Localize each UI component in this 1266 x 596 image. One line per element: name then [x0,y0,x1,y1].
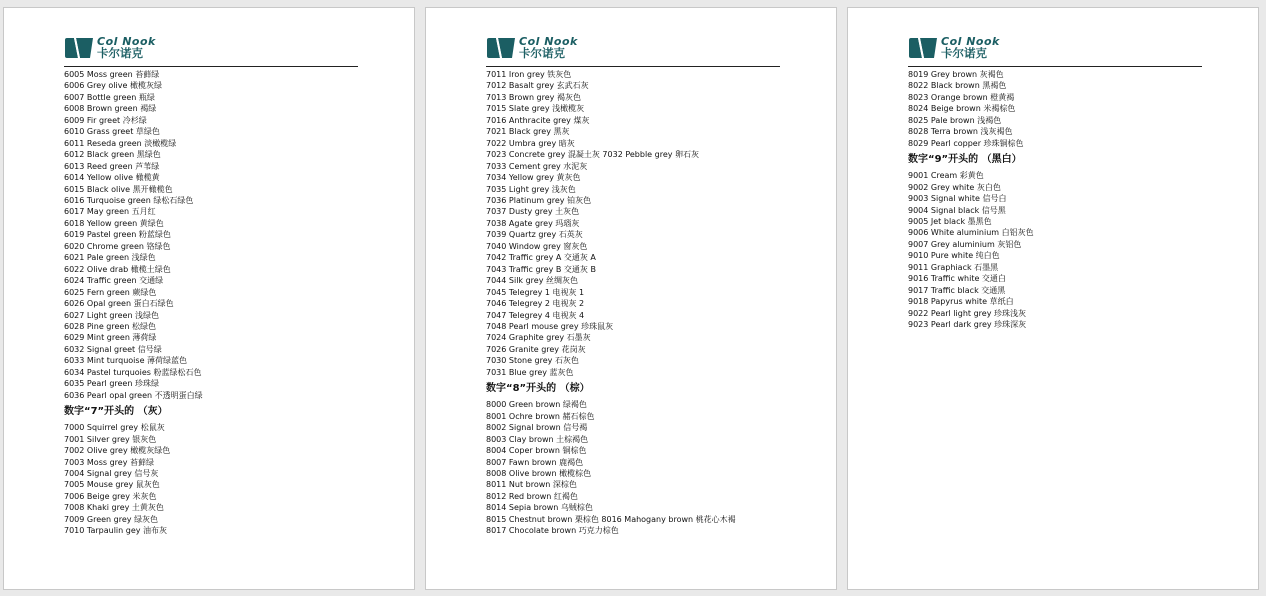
color-entry: 6006 Grey olive 橄榄灰绿 [64,81,162,91]
document-page-2 [425,7,837,590]
header-rule [64,66,358,67]
color-entry: 6007 Bottle green 瓶绿 [64,92,155,102]
company-logo [64,36,156,60]
color-entry: 8001 Ochre brown 赭石棕色 [486,411,595,421]
color-entry: 6024 Traffic green 交通绿 [64,276,164,286]
color-entry: 7038 Agate grey 玛瑙灰 [486,218,580,228]
color-entry: 6016 Turquoise green 绿松石绿色 [64,195,194,205]
color-entry: 6025 Fern green 蕨绿色 [64,287,157,297]
color-entry: 9006 White aluminium 白铝灰色 [908,228,1034,238]
color-entry: 7045 Telegrey 1 电视灰 1 [486,287,585,297]
color-entry: 6012 Black green 黑绿色 [64,150,161,160]
color-entry: 6022 Olive drab 橄榄土绿色 [64,264,171,274]
color-entry: 9011 Graphiack 石墨黑 [908,262,999,272]
color-entry: 7009 Green grey 绿灰色 [64,514,159,524]
color-entry: 8011 Nut brown 深棕色 [486,480,577,490]
color-entry: 7011 Iron grey 铁灰色 [486,70,572,79]
color-entry: 9004 Signal black 信号黑 [908,205,1006,215]
color-entry: 7023 Concrete grey 混凝土灰 7032 Pebble grey 卵石灰 [486,150,700,160]
color-list-group [64,422,394,537]
color-entry: 7036 Platinum grey 铂灰色 [486,195,592,205]
color-entry: 7000 Squirrel grey 松鼠灰 [64,423,165,433]
color-entry: 7030 Stone grey 石灰色 [486,356,579,366]
color-entry: 7008 Khaki grey 土黄灰色 [64,503,164,513]
logo-english-name: Col Nook [97,35,156,48]
color-entry: 6034 Pastel turquoies 粉蓝绿松石色 [64,367,202,377]
company-logo [908,36,1000,60]
color-entry: 8022 Black brown 黑褐色 [908,81,1007,91]
color-entry: 7043 Traffic grey B 交通灰 B [486,264,596,274]
color-entry: 6017 May green 五月红 [64,207,156,217]
logo-english-name: Col Nook [519,35,578,48]
color-entry: 8008 Olive brown 橄榄棕色 [486,468,592,478]
color-entry: 6019 Pastel green 粉蓝绿色 [64,230,171,240]
color-entry: 7022 Umbra grey 暗灰 [486,138,575,148]
logo-english-name: Col Nook [941,35,1000,48]
color-entry: 7042 Traffic grey A 交通灰 A [486,253,596,263]
color-entry: 9007 Grey aluminium 灰铝色 [908,239,1022,249]
logo-mark-icon [908,37,938,59]
color-entry: 8007 Fawn brown 鹿褐色 [486,457,584,467]
logo-chinese-name: 卡尔诺克 [941,46,987,60]
section-heading: 数字“8”开头的 （棕） [486,383,590,395]
color-entry: 8004 Coper brown 铜棕色 [486,446,587,456]
document-page-1 [3,7,415,590]
color-entry: 6021 Pale green 浅绿色 [64,253,156,263]
color-entry: 6032 Signal greet 信号绿 [64,344,162,354]
color-entry: 8024 Beige brown 米褐棕色 [908,104,1016,114]
color-entry: 8015 Chestnut brown 栗棕色 8016 Mahogany brown 桃花心木褐 [486,514,736,524]
color-entry: 8025 Pale brown 浅褐色 [908,115,1002,125]
color-entry: 6013 Reed green 芦苇绿 [64,161,160,171]
color-entry: 7005 Mouse grey 鼠灰色 [64,480,160,490]
color-entry: 6020 Chrome green 铬绿色 [64,241,171,251]
color-entry: 6033 Mint turquoise 薄荷绿蓝色 [64,356,188,366]
color-entry: 8017 Chocolate brown 巧克力棕色 [486,526,619,536]
color-entry: 6035 Pearl green 珍珠绿 [64,379,159,389]
color-entry: 6010 Grass greet 草绿色 [64,127,160,137]
color-list-group [908,69,1238,149]
color-entry: 7001 Silver grey 银灰色 [64,434,157,444]
color-entry: 9016 Traffic white 交通白 [908,274,1006,284]
color-list-group [486,399,816,536]
color-entry: 9017 Traffic black 交通黑 [908,285,1006,295]
color-entry: 7040 Window grey 窗灰色 [486,241,588,251]
color-entry: 8014 Sepia brown 乌贼棕色 [486,503,593,513]
color-entry: 8003 Clay brown 土棕褐色 [486,434,589,444]
color-entry: 7006 Beige grey 米灰色 [64,491,157,501]
logo-mark-icon [486,37,516,59]
color-entry: 7026 Granite grey 花岗灰 [486,344,586,354]
logo-chinese-name: 卡尔诺克 [519,46,565,60]
color-entry: 6014 Yellow olive 橄榄黄 [64,173,160,183]
color-entry: 7013 Brown grey 褐灰色 [486,92,581,102]
color-entry: 7033 Cement grey 水泥灰 [486,161,588,171]
color-entry: 8023 Orange brown 橙黄褐 [908,92,1015,102]
color-entry: 9018 Papyrus white 草纸白 [908,297,1014,307]
color-entry: 7046 Telegrey 2 电视灰 2 [486,299,585,309]
section-heading: 数字“9”开头的 （黑白） [908,154,1022,166]
color-entry: 6015 Black olive 黑开橄榄色 [64,184,173,194]
color-entry: 7024 Graphite grey 石墨灰 [486,333,591,343]
color-entry: 8012 Red brown 红褐色 [486,491,578,501]
color-entry: 6036 Pearl opal green 不透明蛋白绿 [64,390,203,400]
color-entry: 7034 Yellow grey 黄灰色 [486,173,581,183]
color-entry: 6026 Opal green 蛋白石绿色 [64,299,174,309]
color-entry: 7044 Silk grey 丝绸灰色 [486,276,578,286]
color-entry: 7016 Anthracite grey 煤灰 [486,115,590,125]
color-entry: 8028 Terra brown 浅灰褐色 [908,127,1013,137]
color-entry: 9002 Grey white 灰白色 [908,182,1001,192]
color-entry: 9003 Signal white 信号白 [908,194,1007,204]
color-entry: 8029 Pearl copper 珍珠铜棕色 [908,138,1024,148]
color-entry: 7010 Tarpaulin gey 油布灰 [64,526,168,536]
color-entry: 8000 Green brown 绿褐色 [486,400,587,410]
color-entry: 7031 Blue grey 蓝灰色 [486,367,574,377]
color-entry: 9022 Pearl light grey 珍珠浅灰 [908,308,1026,318]
color-list-group [64,69,394,401]
color-entry: 6028 Pine green 松绿色 [64,321,156,331]
color-entry: 8002 Signal brown 信号褐 [486,423,588,433]
header-rule [908,66,1202,67]
color-entry: 7039 Quartz grey 石英灰 [486,230,583,240]
color-entry: 7047 Telegrey 4 电视灰 4 [486,310,585,320]
color-entry: 7004 Signal grey 信号灰 [64,468,159,478]
logo-mark-icon [64,37,94,59]
company-logo [486,36,578,60]
color-entry: 7035 Light grey 浅灰色 [486,184,576,194]
color-entry: 6018 Yellow green 黄绿色 [64,218,164,228]
logo-chinese-name: 卡尔诺克 [97,46,143,60]
section-heading: 数字“7”开头的 （灰） [64,406,168,418]
color-entry: 7048 Pearl mouse grey 珍珠鼠灰 [486,321,614,331]
color-entry: 7012 Basalt grey 玄武石灰 [486,81,589,91]
color-list [64,69,394,537]
color-entry: 7021 Black grey 黑灰 [486,127,570,137]
document-page-3 [847,7,1259,590]
color-entry: 6029 Mint green 薄荷绿 [64,333,157,343]
header-rule [486,66,780,67]
color-entry: 7003 Moss grey 苔藓绿 [64,457,154,467]
color-entry: 6008 Brown green 褐绿 [64,104,157,114]
color-entry: 9001 Cream 彩黄色 [908,171,984,181]
color-entry: 9010 Pure white 纯白色 [908,251,1000,261]
color-entry: 8019 Grey brown 灰褐色 [908,70,1004,79]
color-entry: 7002 Olive grey 橄榄灰绿色 [64,446,171,456]
color-entry: 6027 Light green 浅绿色 [64,310,160,320]
color-list [908,69,1238,331]
color-entry: 6009 Fir greet 冷杉绿 [64,115,147,125]
color-entry: 9023 Pearl dark grey 珍珠深灰 [908,320,1027,330]
color-list-group [908,170,1238,330]
color-entry: 9005 Jet black 墨黑色 [908,216,992,226]
color-entry: 6011 Reseda green 淡橄榄绿 [64,138,177,148]
color-list-group [486,69,816,378]
color-entry: 6005 Moss green 苔藓绿 [64,70,160,79]
color-list [486,69,816,537]
color-entry: 7015 Slate grey 浅橄榄灰 [486,104,585,114]
color-entry: 7037 Dusty grey 土灰色 [486,207,580,217]
